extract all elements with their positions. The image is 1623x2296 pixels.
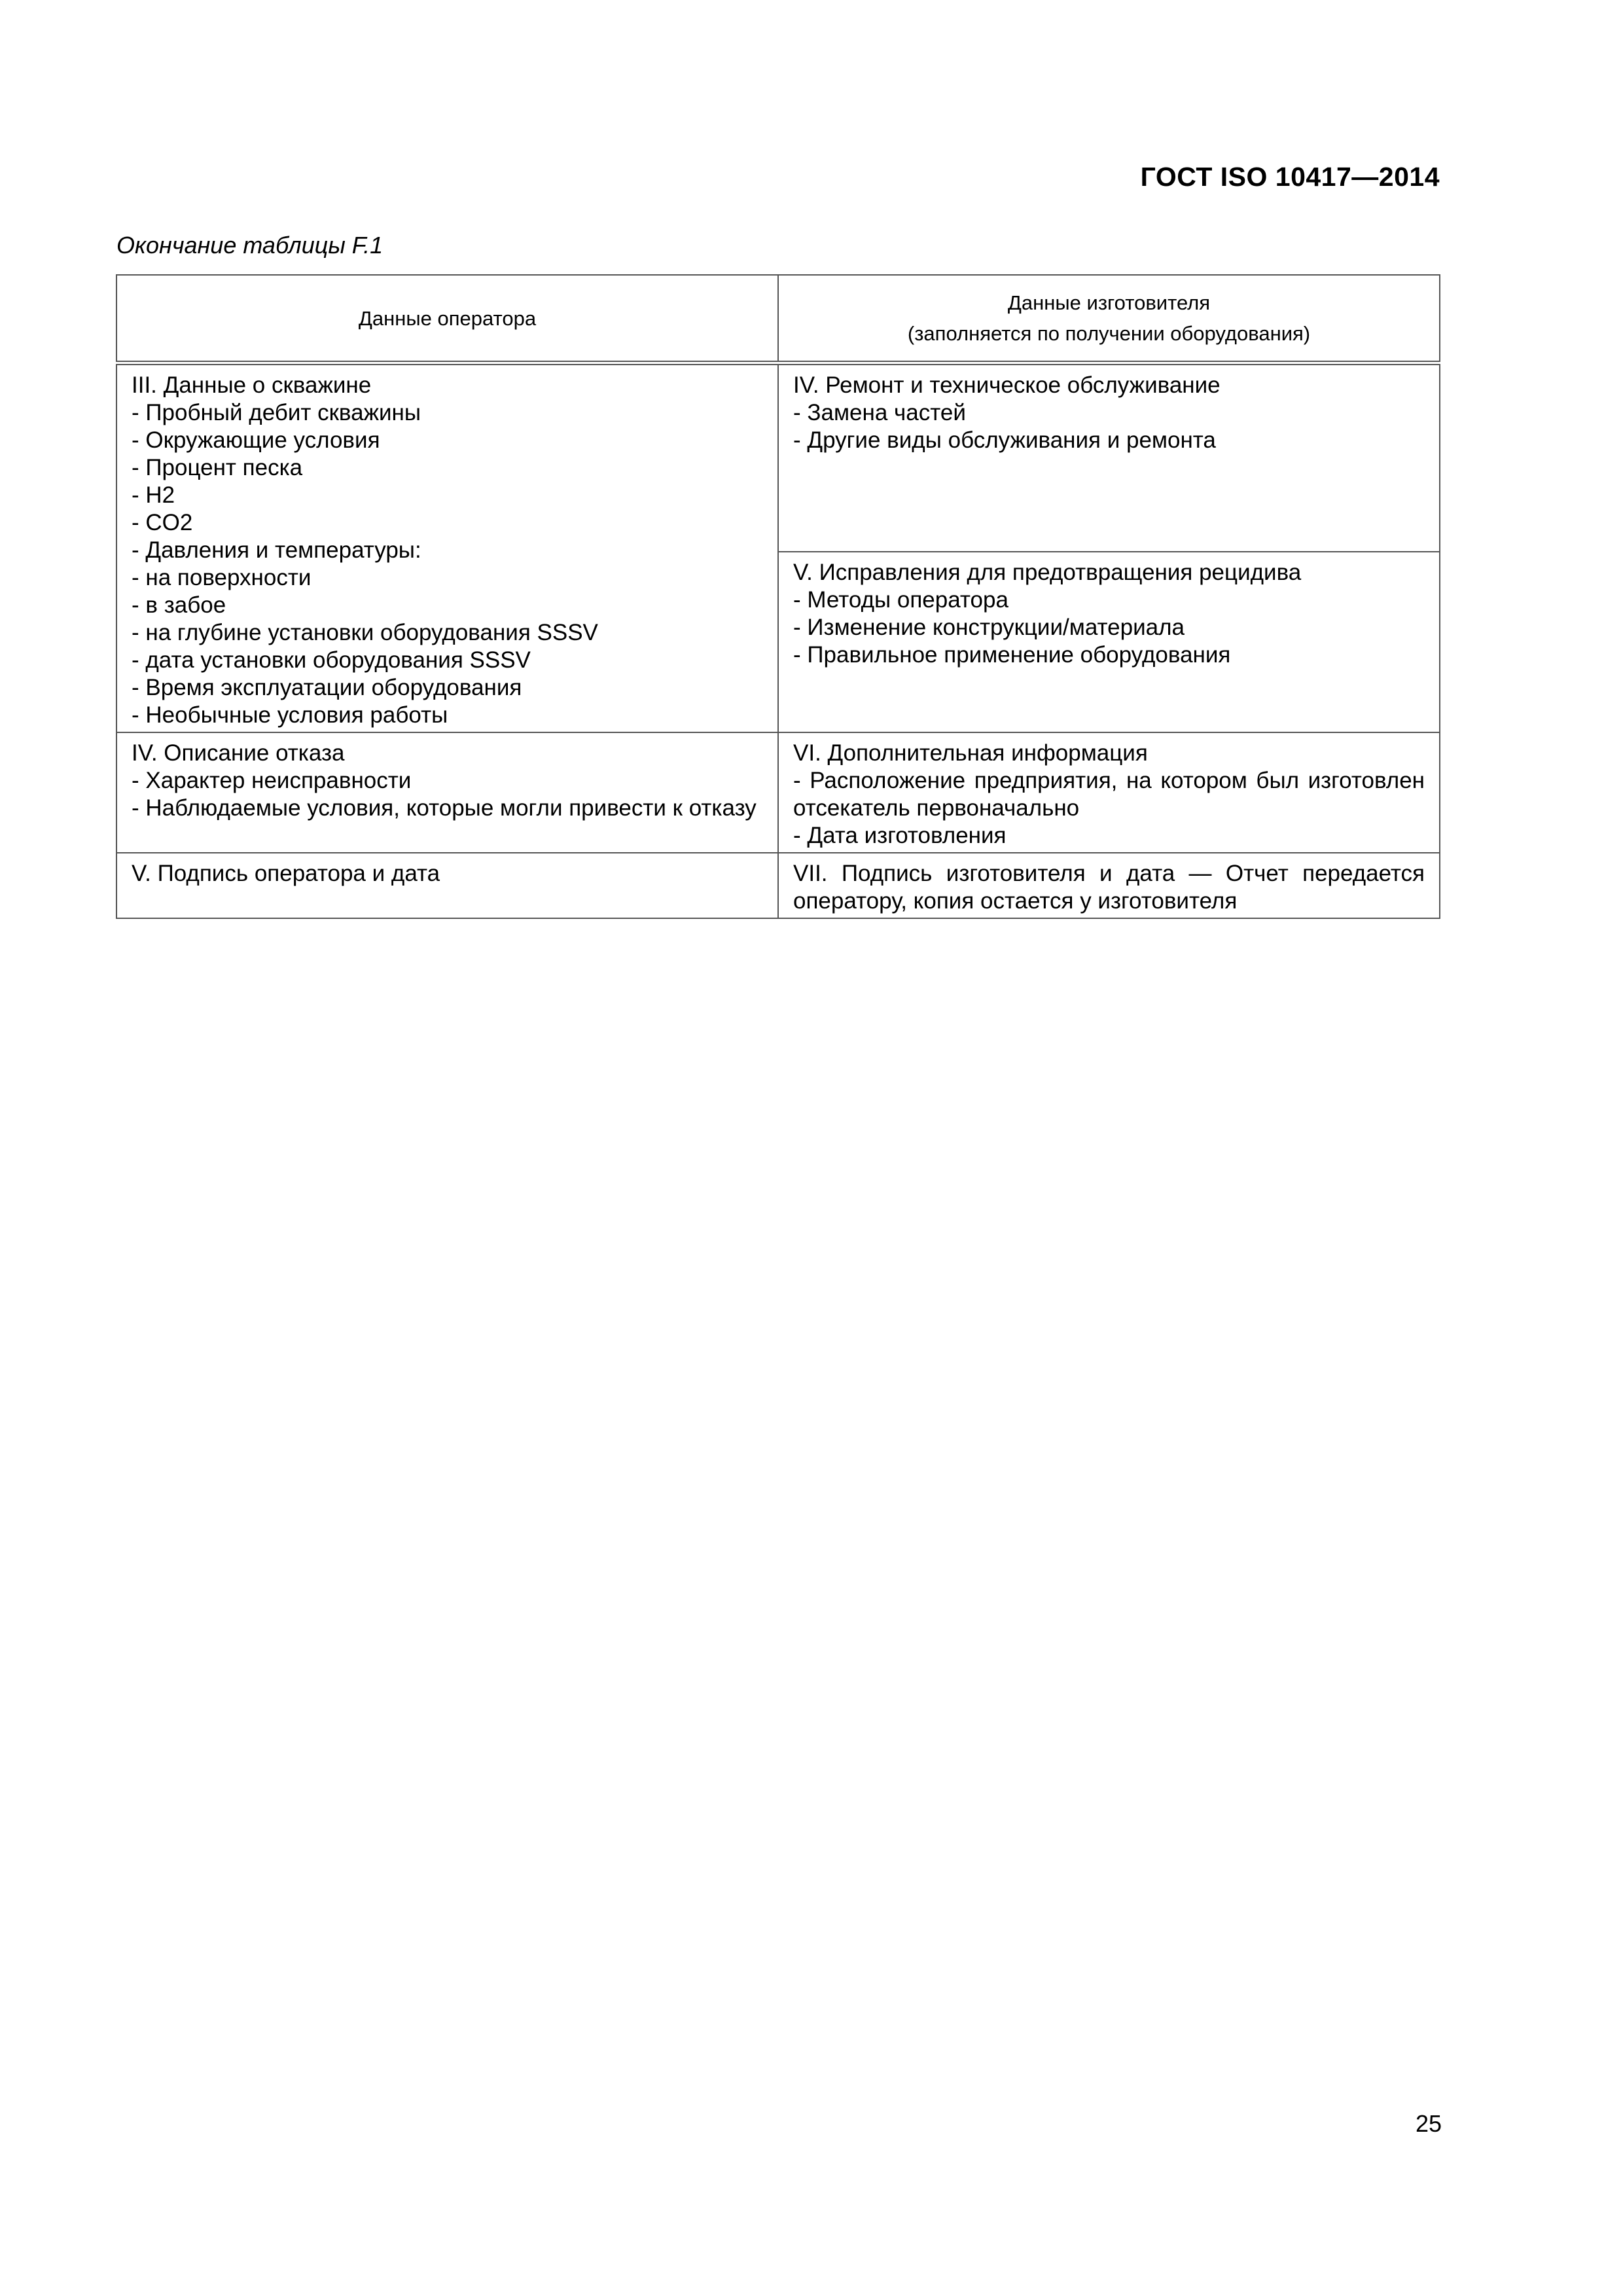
- list-item: - Время эксплуатации оборудования: [132, 675, 522, 700]
- table-row: [116, 853, 1440, 918]
- list-item: - в забое: [132, 592, 226, 618]
- list-item: - на глубине установки оборудования SSSV: [132, 620, 598, 645]
- cell-manufacturer-signature: [778, 853, 1440, 918]
- header-operator-label: Данные оператора: [358, 306, 537, 330]
- list-item: - Необычные условия работы: [132, 702, 448, 728]
- list-item: - Характер неисправности: [132, 768, 412, 793]
- failure-title: IV. Описание отказа: [132, 740, 345, 766]
- list-item: - Дата изготовления: [793, 823, 1007, 848]
- list-item: - Давления и температуры:: [132, 537, 421, 563]
- operator-signature-text: V. Подпись оператора и дата: [132, 861, 440, 886]
- list-item: - Пробный дебит скважины: [132, 400, 421, 425]
- additional-title: VI. Дополнительная информация: [793, 740, 1148, 766]
- cell-well-data: [116, 363, 778, 733]
- table-header-row: [116, 275, 1440, 363]
- list-item: - Изменение конструкции/материала: [793, 615, 1185, 640]
- table-caption: Окончание таблицы F.1: [116, 232, 383, 259]
- well-data-title: III. Данные о скважине: [132, 372, 372, 398]
- list-item: - Замена частей: [793, 400, 966, 425]
- list-item: - Другие виды обслуживания и ремонта: [793, 427, 1216, 453]
- cell-operator-signature: [116, 853, 778, 918]
- list-item: - Правильное применение оборудования: [793, 642, 1231, 668]
- cell-corrections: [778, 552, 1440, 732]
- cell-repair: [778, 363, 1440, 552]
- list-item: - на поверхности: [132, 565, 312, 590]
- list-item: - H2: [132, 482, 175, 508]
- table-row: [116, 732, 1440, 853]
- manufacturer-signature-text: VII. Подпись изготовителя и дата — Отчет передается оператору, копия остается у изготовителя: [793, 861, 1425, 914]
- list-item: - Расположение предприятия, на котором был изготовлен отсекатель первоначально: [793, 768, 1425, 821]
- failure-report-table: [116, 274, 1440, 919]
- list-item: - Процент песка: [132, 455, 303, 480]
- list-item: - дата установки оборудования SSSV: [132, 647, 531, 673]
- header-operator-data: [116, 275, 778, 363]
- header-manufacturer-label: Данные изготовителя: [1007, 291, 1211, 314]
- cell-failure-description: [116, 732, 778, 853]
- table-row: [116, 363, 1440, 552]
- cell-additional-info: [778, 732, 1440, 853]
- list-item: - Окружающие условия: [132, 427, 380, 453]
- list-item: - CO2: [132, 510, 193, 535]
- document-standard-header: ГОСТ ISO 10417—2014: [1140, 162, 1440, 192]
- list-item: - Методы оператора: [793, 587, 1008, 613]
- page-number: 25: [1415, 2110, 1442, 2137]
- repair-title: IV. Ремонт и техническое обслуживание: [793, 372, 1221, 398]
- header-manufacturer-data: [778, 275, 1440, 363]
- corrections-title: V. Исправления для предотвращения рецидива: [793, 560, 1302, 585]
- header-manufacturer-note: (заполняется по получении оборудования): [907, 322, 1311, 345]
- list-item: - Наблюдаемые условия, которые могли привести к отказу: [132, 795, 757, 821]
